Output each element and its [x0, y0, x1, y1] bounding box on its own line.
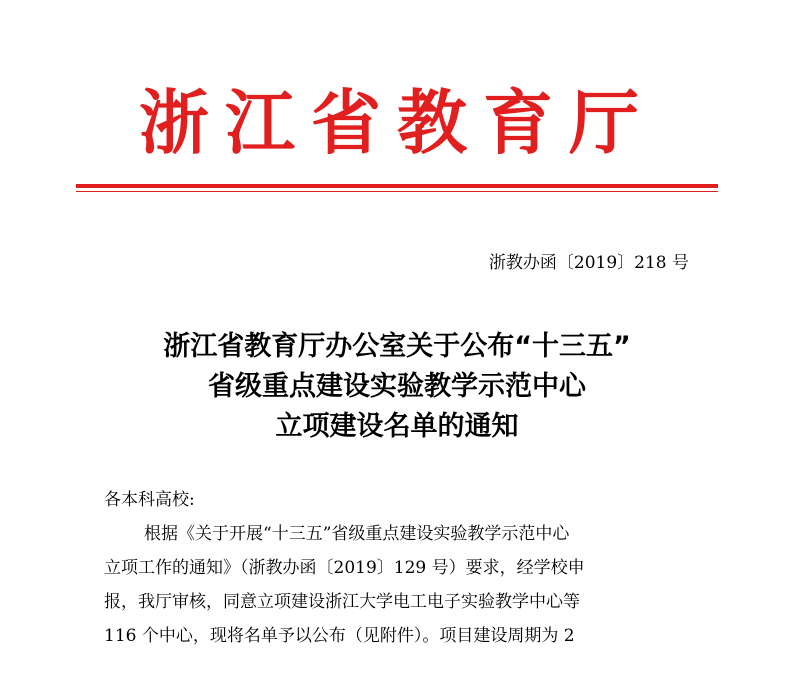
document-title-line: 立项建设名单的通知 [275, 411, 519, 442]
document-title-line: 浙江省教育厅办公室关于公布“十三五” [163, 331, 631, 362]
document-title [0, 327, 794, 447]
paragraph-line: 根据《关于开展“十三五”省级重点建设实验教学示范中心 [144, 524, 570, 544]
document-title-line: 省级重点建设实验教学示范中心 [208, 371, 586, 402]
letterhead-title: 浙江省教育厅 [139, 82, 655, 164]
document-body [104, 483, 694, 653]
paragraph-line: 116 个中心，现将名单予以公布（见附件）。项目建设周期为 2 [104, 626, 575, 646]
letterhead-rule-thin [76, 191, 718, 192]
paragraph-line: 报，我厅审核，同意立项建设浙江大学电工电子实验教学中心等 [104, 592, 580, 612]
paragraph-line: 立项工作的通知》（浙教办函〔2019〕129 号）要求，经学校申 [104, 558, 585, 578]
salutation: 各本科高校: [104, 490, 195, 510]
document-number: 浙教办函〔2019〕218 号 [488, 253, 689, 273]
letterhead-rule-thick [76, 184, 718, 188]
